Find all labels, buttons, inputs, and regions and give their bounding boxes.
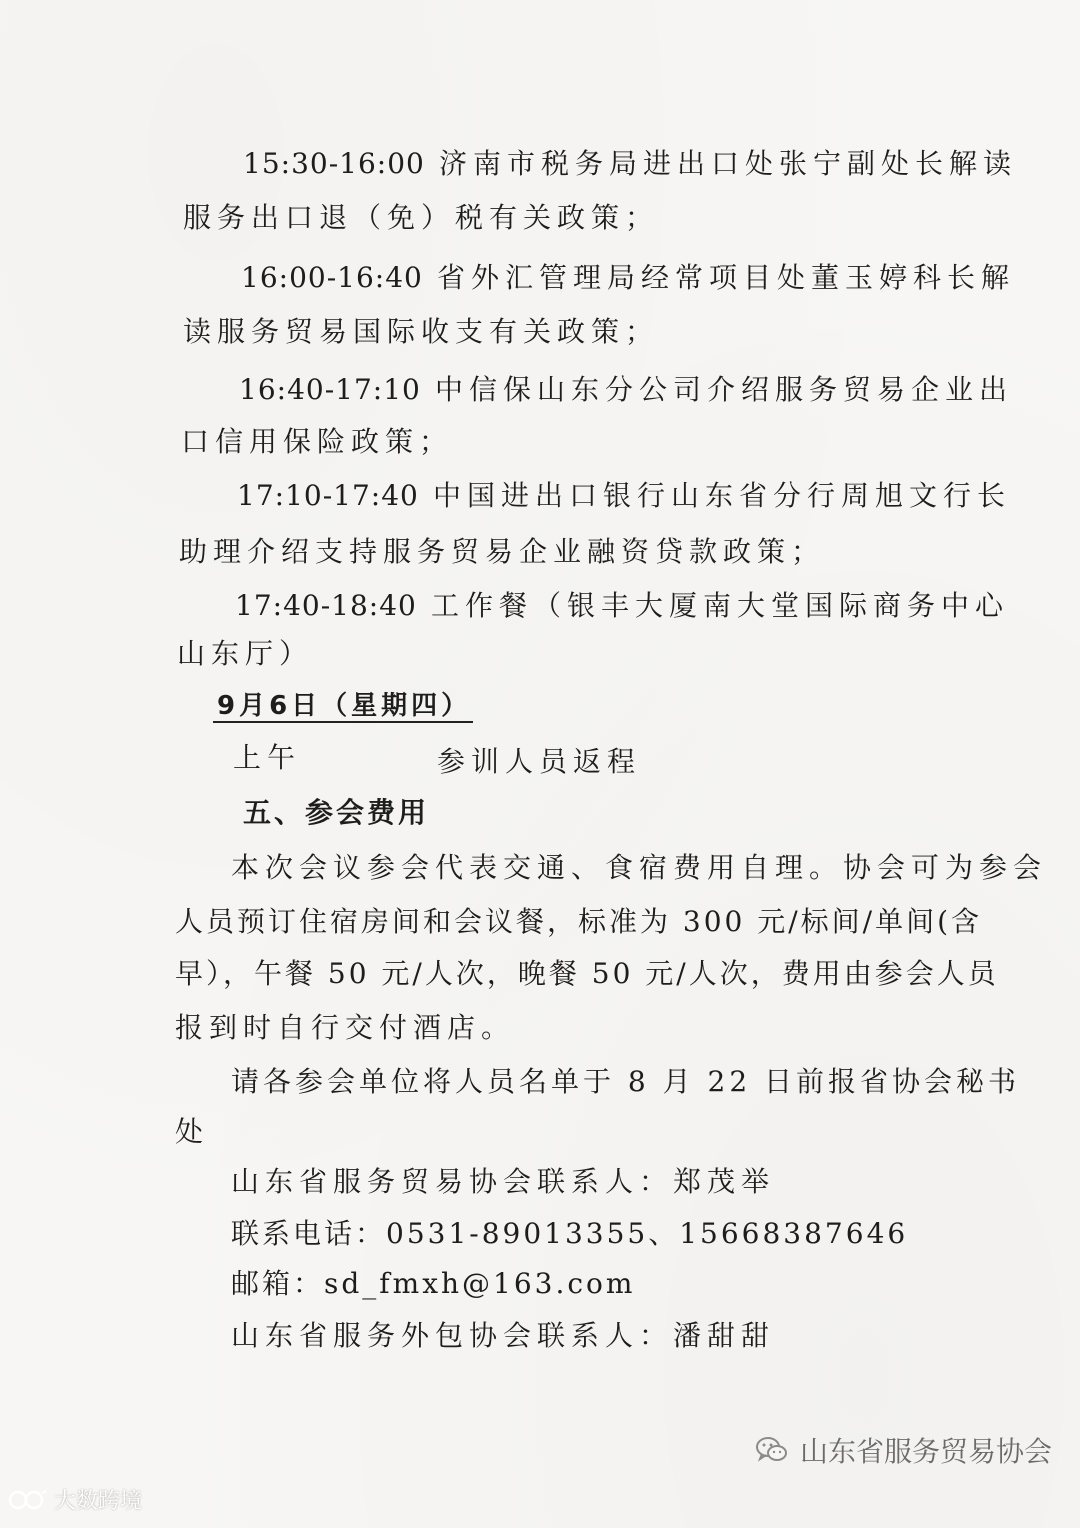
schedule-item-1-line-2: 服务出口退（免）税有关政策； <box>183 201 660 234</box>
schedule-text: 济南市税务局进出口处张宁副处长解读 <box>439 147 1018 180</box>
schedule-item-2-line-2: 读服务贸易国际收支有关政策； <box>183 315 660 348</box>
watermark-text: 大数跨境 <box>54 1489 143 1514</box>
deadline-paragraph-line-2: 处 <box>175 1115 210 1148</box>
schedule-time: 16:00-16:40 <box>241 261 423 294</box>
watermark-logo-icon <box>8 1489 48 1511</box>
contact-phone: 联系电话：0531-89013355、15668387646 <box>231 1217 909 1250</box>
schedule-item-5-line-2: 山东厅） <box>177 637 314 670</box>
section-heading-fees: 五、参会费用 <box>243 796 430 829</box>
day-heading: 9月6日（星期四） <box>217 691 472 721</box>
contact-email: 邮箱：sd_fmxh@163.com <box>231 1267 636 1300</box>
fees-paragraph-line-2: 人员预订住宿房间和会议餐，标准为 300 元/标间/单间(含 <box>175 905 983 938</box>
schedule-item-3-line-1 <box>239 372 1013 408</box>
fees-paragraph-line-1: 本次会议参会代表交通、食宿费用自理。协会可为参会 <box>231 851 1048 884</box>
deadline-paragraph-line-1: 请各参会单位将人员名单于 8 月 22 日前报省协会秘书 <box>231 1065 1021 1098</box>
schedule-text: 工作餐（银丰大厦南大堂国际商务中心 <box>431 589 1010 622</box>
schedule-item-3-line-2: 口信用保险政策； <box>181 425 454 458</box>
schedule-text: 中国进出口银行山东省分行周旭文行长 <box>433 479 1012 512</box>
wechat-account-badge <box>754 1430 1052 1470</box>
schedule-item-4-line-2: 助理介绍支持服务贸易企业融资贷款政策； <box>179 535 826 568</box>
schedule-item-4-line-1 <box>237 478 1011 514</box>
day-heading-underline <box>213 721 473 723</box>
schedule-text: 中信保山东分公司介绍服务贸易企业出 <box>435 373 1014 406</box>
schedule-time: 17:40-18:40 <box>235 589 417 622</box>
schedule-item-1-line-1 <box>243 146 1017 182</box>
schedule-time: 17:10-17:40 <box>237 479 419 512</box>
day-period: 上午 <box>233 741 302 774</box>
schedule-item-5-line-1 <box>235 588 1009 624</box>
schedule-text: 省外汇管理局经常项目处董玉婷科长解 <box>437 261 1016 294</box>
watermark <box>8 1484 142 1515</box>
fees-paragraph-line-3: 早），午餐 50 元/人次，晚餐 50 元/人次，费用由参会人员 <box>175 957 999 990</box>
schedule-time: 15:30-16:00 <box>243 147 425 180</box>
schedule-time: 16:40-17:10 <box>239 373 421 406</box>
wechat-icon <box>754 1432 790 1468</box>
wechat-account-name: 山东省服务贸易协会 <box>799 1435 1052 1468</box>
contact-person-2: 山东省服务外包协会联系人：潘甜甜 <box>231 1319 776 1352</box>
fees-paragraph-line-4: 报到时自行交付酒店。 <box>175 1011 516 1044</box>
contact-person-1: 山东省服务贸易协会联系人：郑茂举 <box>231 1165 776 1198</box>
schedule-item-2-line-1 <box>241 260 1015 296</box>
day-activity: 参训人员返程 <box>437 745 642 778</box>
